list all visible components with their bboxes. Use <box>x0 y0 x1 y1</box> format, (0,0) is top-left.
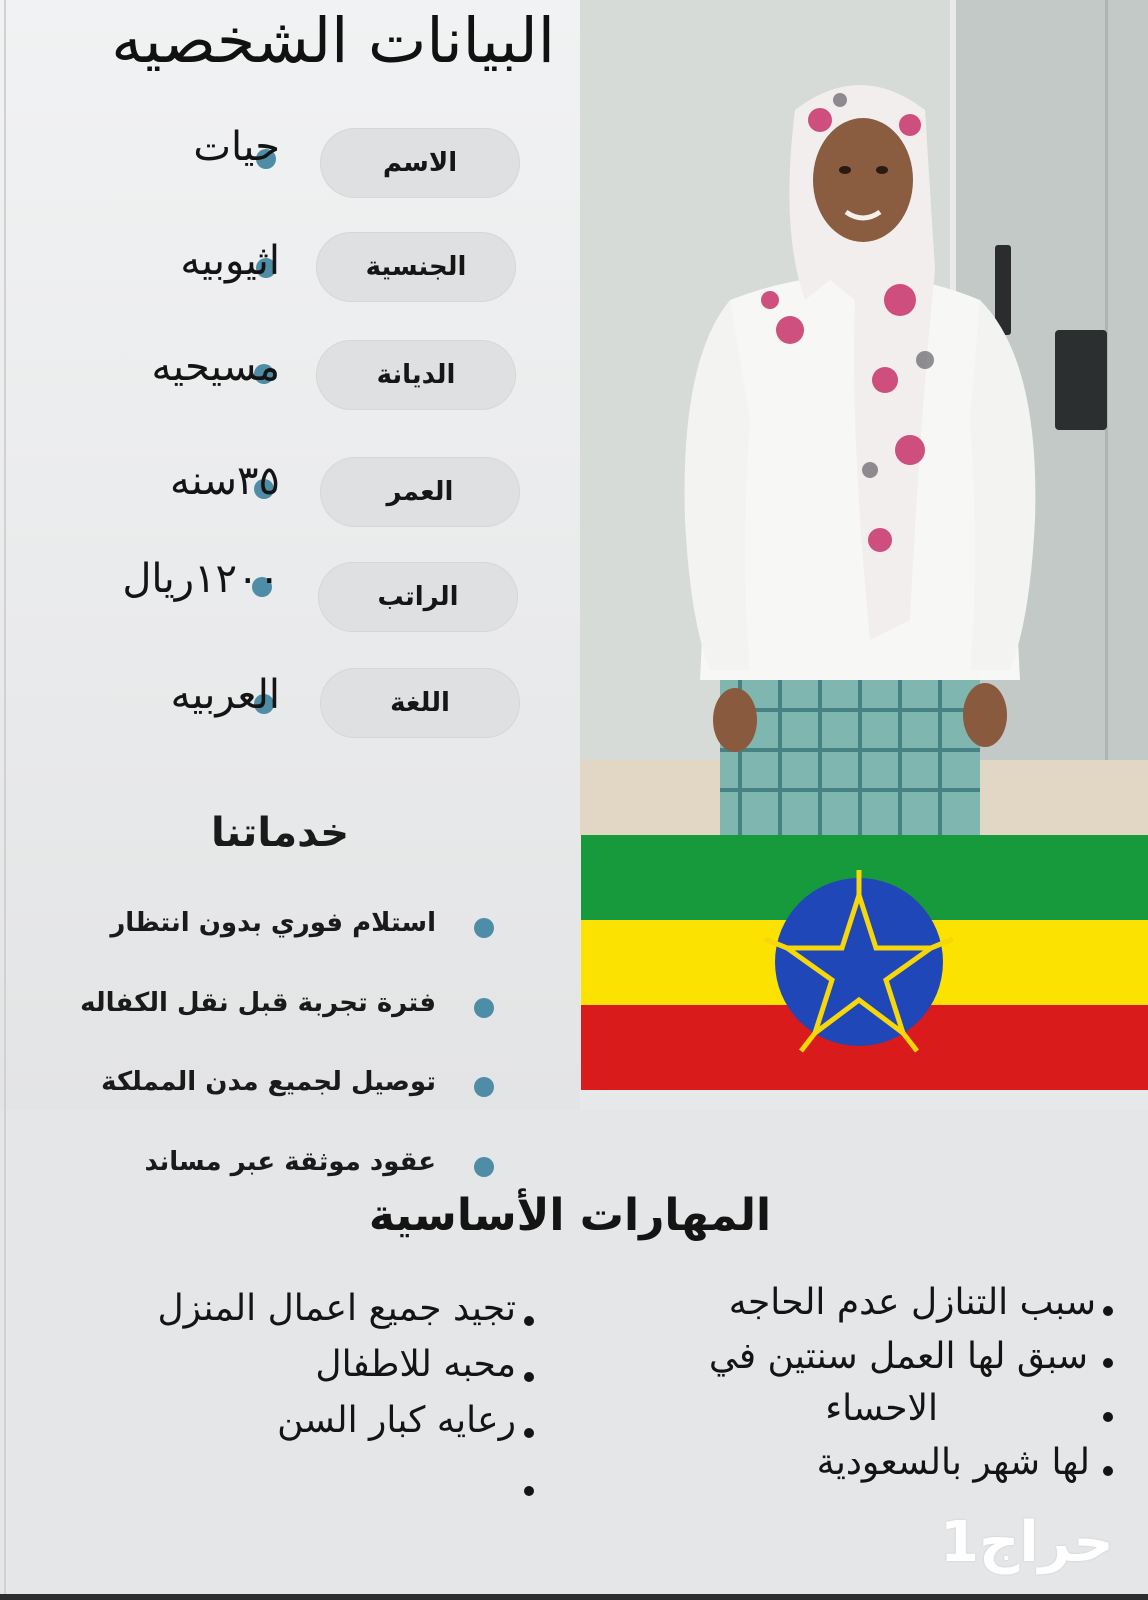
label-nationality-pill: الجنسية <box>316 232 516 302</box>
bullet-dot-icon <box>1103 1466 1113 1476</box>
value-language: العربيه <box>170 672 280 718</box>
photo-illustration <box>580 0 1148 835</box>
services-title: خدماتنا <box>210 810 350 856</box>
value-salary: ١٢٠٠ريال <box>122 556 280 602</box>
skill-right-item: سبب التنازل عدم الحاجه <box>728 1282 1096 1323</box>
skills-title: المهارات الأساسية <box>368 1190 772 1241</box>
flag-emblem-disc <box>775 878 943 1046</box>
bullet-dot-icon <box>524 1316 534 1326</box>
site-watermark: حراج1 <box>940 1510 1114 1575</box>
skill-right-item: لها شهر بالسعودية <box>816 1442 1090 1483</box>
bullet-dot-icon <box>474 998 494 1018</box>
skill-left-item: رعايه كبار السن <box>277 1400 516 1441</box>
label-salary-pill: الراتب <box>318 562 518 632</box>
frame-line <box>4 0 6 1600</box>
bullet-dot-icon <box>1103 1306 1113 1316</box>
bullet-dot-icon <box>524 1486 534 1496</box>
label-religion-pill: الديانة <box>316 340 516 410</box>
skill-right-item: الاحساء <box>825 1388 938 1429</box>
skill-left-item: تجيد جميع اعمال المنزل <box>157 1288 516 1329</box>
bullet-dot-icon <box>524 1428 534 1438</box>
value-nationality: اثيوبيه <box>180 238 280 284</box>
label-name-pill: الاسم <box>320 128 520 198</box>
bullet-dot-icon <box>1103 1412 1113 1422</box>
skill-right-item: سبق لها العمل سنتين في <box>708 1336 1088 1377</box>
service-item: فترة تجربة قبل نقل الكفاله <box>80 988 436 1018</box>
bullet-dot-icon <box>524 1372 534 1382</box>
value-name: حيات <box>193 124 280 170</box>
service-item: عقود موثقة عبر مساند <box>144 1147 436 1177</box>
frame-bottom-border <box>0 1594 1148 1600</box>
ethiopia-flag <box>581 835 1148 1090</box>
label-age-pill: العمر <box>320 457 520 527</box>
value-age: ٣٥سنه <box>170 458 280 504</box>
bullet-dot-icon <box>474 1157 494 1177</box>
bullet-dot-icon <box>1103 1358 1113 1368</box>
label-language-pill: اللغة <box>320 668 520 738</box>
bullet-dot-icon <box>474 918 494 938</box>
service-item: استلام فوري بدون انتظار <box>110 908 436 938</box>
bullet-dot-icon <box>474 1077 494 1097</box>
value-religion: مسيحيه <box>151 344 280 390</box>
personal-data-title: البيانات الشخصيه <box>111 4 555 77</box>
skill-left-item: محبه للاطفال <box>315 1344 516 1385</box>
woman-in-headscarf-photo <box>580 0 1148 835</box>
service-item: توصيل لجميع مدن المملكة <box>101 1067 436 1097</box>
